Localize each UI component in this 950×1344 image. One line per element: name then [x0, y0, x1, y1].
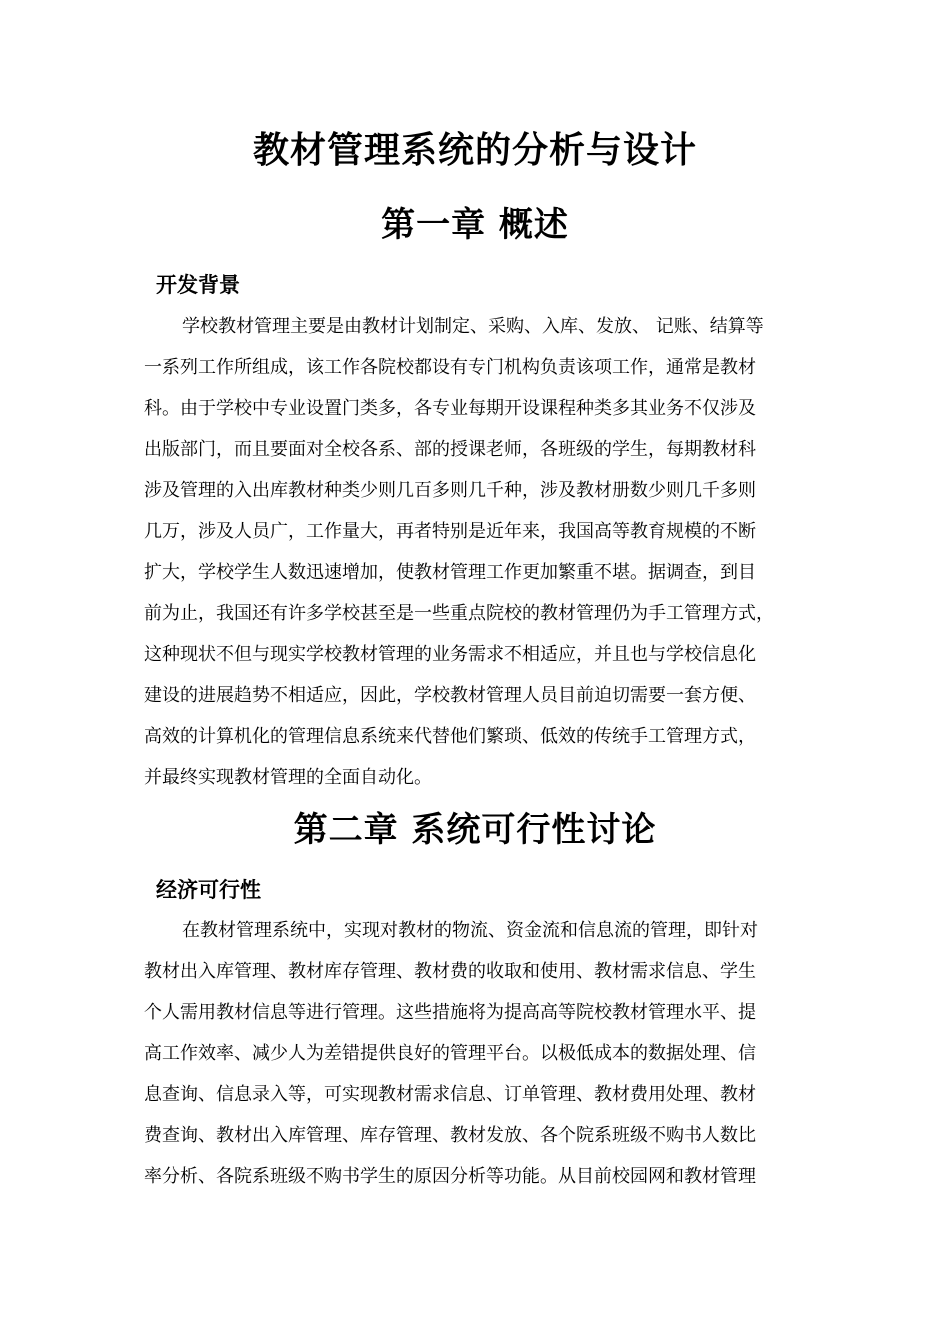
- section-heading-background: 开发背景: [156, 273, 240, 297]
- paragraph-line: 涉及管理的入出库教材种类少则几百多则几千种，涉及教材册数少则几千多则: [144, 480, 756, 501]
- paragraph-economic-feasibility: [144, 910, 824, 1197]
- paragraph-line: 一系列工作所组成，该工作各院校都设有专门机构负责该项工作，通常是教材: [144, 357, 756, 378]
- paragraph-line: 个人需用教材信息等进行管理。这些措施将为提高高等院校教材管理水平、提: [144, 1002, 756, 1023]
- paragraph-line: 学校教材管理主要是由教材计划制定、采购、入库、发放、 记账、结算等: [182, 316, 764, 337]
- paragraph-line: 在教材管理系统中，实现对教材的物流、资金流和信息流的管理，即针对: [182, 920, 758, 941]
- chapter-1-title: 第一章 概述: [381, 205, 569, 245]
- chapter-2-title: 第二章 系统可行性讨论: [293, 810, 657, 850]
- paragraph-line: 出版部门，而且要面对全校各系、部的授课老师，各班级的学生，每期教材科: [144, 439, 756, 460]
- paragraph-line: 教材出入库管理、教材库存管理、教材费的收取和使用、教材需求信息、学生: [144, 961, 756, 982]
- paragraph-line: 这种现状不但与现实学校教材管理的业务需求不相适应，并且也与学校信息化: [144, 644, 756, 665]
- section-heading-economic-feasibility: 经济可行性: [156, 878, 261, 902]
- paragraph-line: 建设的进展趋势不相适应，因此，学校教材管理人员目前迫切需要一套方便、: [144, 685, 756, 706]
- paragraph-line: 高效的计算机化的管理信息系统来代替他们繁琐、低效的传统手工管理方式，: [144, 726, 756, 747]
- paragraph-line: 费查询、教材出入库管理、库存管理、教材发放、各个院系班级不购书人数比: [144, 1125, 756, 1146]
- paragraph-background: [144, 306, 824, 798]
- paragraph-line: 科。由于学校中专业设置门类多，各专业每期开设课程种类多其业务不仅涉及: [144, 398, 756, 419]
- paragraph-line: 高工作效率、减少人为差错提供良好的管理平台。以极低成本的数据处理、信: [144, 1043, 756, 1064]
- document-title: 教材管理系统的分析与设计: [252, 130, 697, 171]
- paragraph-line: 前为止，我国还有许多学校甚至是一些重点院校的教材管理仍为手工管理方式，: [144, 603, 774, 624]
- paragraph-line: 并最终实现教材管理的全面自动化。: [144, 767, 432, 788]
- paragraph-line: 扩大，学校学生人数迅速增加，使教材管理工作更加繁重不堪。据调查，到目: [144, 562, 756, 583]
- paragraph-line: 率分析、各院系班级不购书学生的原因分析等功能。从目前校园网和教材管理: [144, 1166, 756, 1187]
- paragraph-line: 几万，涉及人员广，工作量大，再者特别是近年来，我国高等教育规模的不断: [144, 521, 756, 542]
- paragraph-line: 息查询、信息录入等，可实现教材需求信息、订单管理、教材费用处理、教材: [144, 1084, 756, 1105]
